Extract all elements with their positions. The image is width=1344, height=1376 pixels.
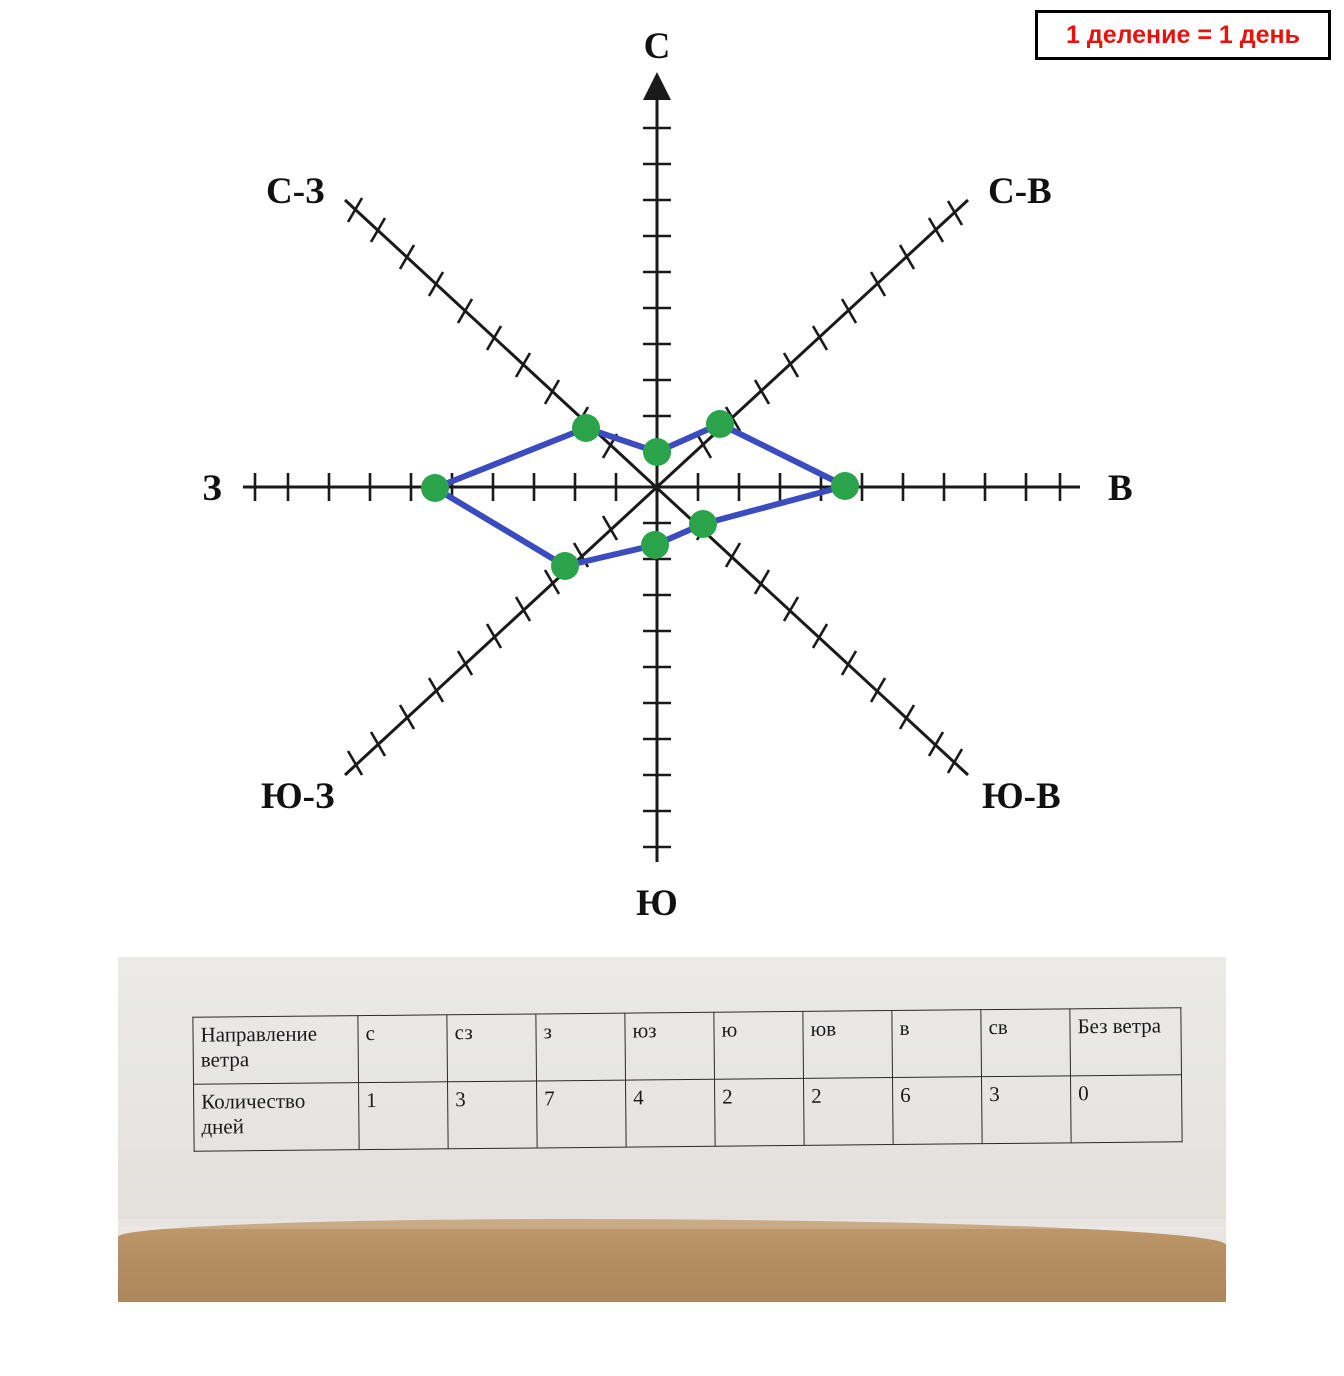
axis-label-east: В — [1108, 468, 1133, 509]
data-point-northwest — [572, 414, 600, 442]
table-row-header: Количество дней — [194, 1083, 360, 1152]
table-row — [194, 1075, 1183, 1151]
data-point-west — [421, 474, 449, 502]
table-cell: 1 — [359, 1082, 449, 1150]
wind-rose-data-points — [421, 410, 859, 580]
table-row-header: Направление ветра — [193, 1016, 359, 1085]
axis-label-west: З — [202, 468, 222, 509]
axis-label-southwest: Ю-З — [261, 776, 335, 817]
table-cell: с — [358, 1015, 448, 1083]
table-cell: 4 — [626, 1079, 716, 1147]
table-cell: юв — [803, 1011, 893, 1079]
table-cell: 0 — [1070, 1075, 1182, 1143]
table-cell: в — [892, 1010, 982, 1078]
desk-surface — [118, 1219, 1226, 1302]
table-cell: з — [536, 1013, 626, 1081]
axis-label-south: Ю — [636, 883, 678, 924]
axis-label-southeast: Ю-В — [982, 776, 1061, 817]
axis-label-northeast: С-В — [988, 171, 1052, 212]
table-cell: 3 — [981, 1076, 1071, 1144]
data-point-southwest — [551, 552, 579, 580]
table-cell: ю — [714, 1011, 804, 1079]
data-point-north — [643, 438, 671, 466]
axis-label-northwest: С-З — [266, 171, 325, 212]
table-photo — [118, 957, 1226, 1302]
data-point-southeast — [689, 510, 717, 538]
table-cell: св — [981, 1009, 1071, 1077]
table-cell: сз — [447, 1014, 537, 1082]
table-cell: 2 — [803, 1078, 893, 1146]
table-row — [193, 1008, 1182, 1084]
data-point-east — [831, 472, 859, 500]
table-cell: 7 — [537, 1080, 627, 1148]
data-point-south — [641, 531, 669, 559]
wind-days-table — [192, 1007, 1182, 1151]
data-point-northeast — [706, 410, 734, 438]
table-cell: 6 — [892, 1077, 982, 1145]
table-cell: 2 — [714, 1078, 804, 1146]
table-cell: Без ветра — [1070, 1008, 1182, 1076]
table-cell: 3 — [448, 1081, 538, 1149]
legend-text: 1 деление = 1 день — [1065, 20, 1301, 49]
table-cell: юз — [625, 1012, 715, 1080]
north-arrow-icon — [643, 72, 671, 100]
axis-label-north: С — [643, 26, 671, 67]
wind-rose-polygon — [435, 424, 845, 566]
